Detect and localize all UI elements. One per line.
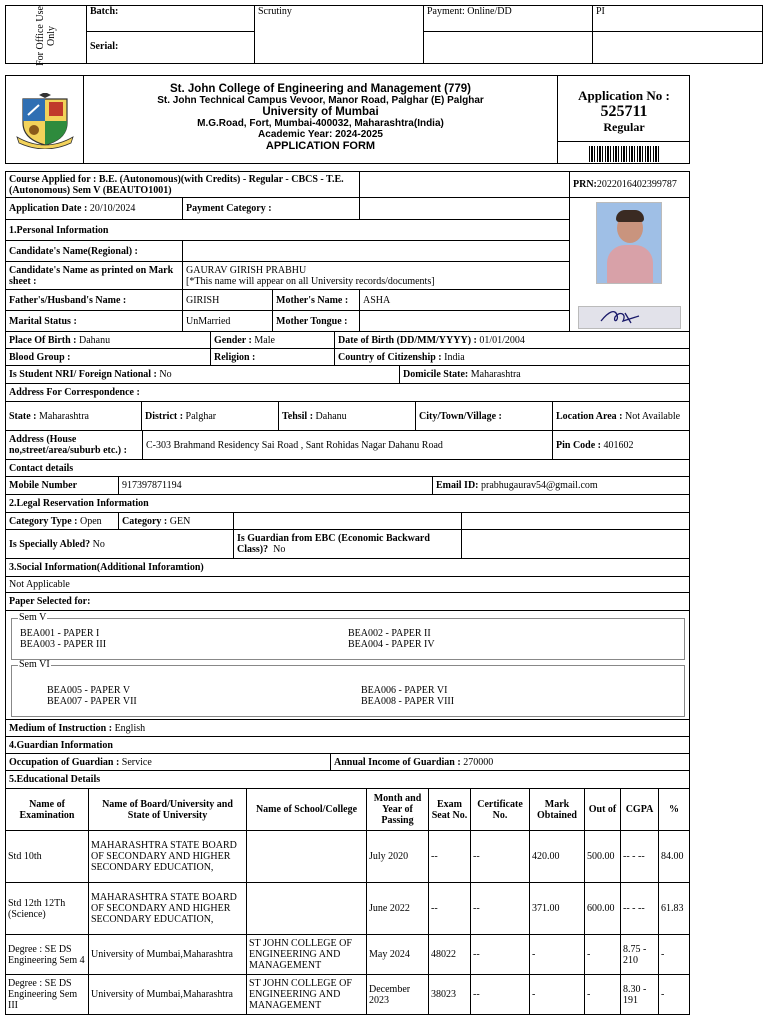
mother-label: Mother's Name : xyxy=(276,294,349,306)
section-guardian-heading xyxy=(5,736,690,754)
religion-label: Religion : xyxy=(214,351,256,363)
papers-heading-cell xyxy=(5,592,690,611)
edu-cell: -- xyxy=(471,883,530,935)
section-social-heading xyxy=(5,558,690,577)
location-area-label: Location Area : xyxy=(556,410,623,422)
edu-cell: MAHARASHTRA STATE BOARD OF SECONDARY AND HIGHER SECONDARY EDUCATION, xyxy=(89,883,247,935)
signature-icon xyxy=(579,307,680,328)
city-cell xyxy=(415,401,553,431)
category-blank-1 xyxy=(233,512,462,530)
state-cell xyxy=(5,401,142,431)
edu-header-cgpa: CGPA xyxy=(621,789,659,831)
medium-value: English xyxy=(114,722,146,734)
scrutiny-cell xyxy=(255,5,424,64)
gender-cell xyxy=(210,331,335,349)
table-row xyxy=(6,883,690,935)
edu-header-exam: Name of Examination xyxy=(6,789,89,831)
college-name: St. John College of Engineering and Management (779) xyxy=(170,83,471,95)
father-label: Father's/Husband's Name : xyxy=(9,294,127,306)
batch-label: Batch: xyxy=(90,6,119,17)
citizenship-cell xyxy=(334,348,690,366)
academic-year: Academic Year: 2024-2025 xyxy=(258,129,383,140)
house-address-value-cell xyxy=(142,430,553,460)
sem6-paper-2: BEA006 - PAPER VI xyxy=(361,685,448,696)
table-row xyxy=(6,975,690,1015)
specially-abled-label: Is Specially Abled? xyxy=(9,538,91,550)
sem6-paper-4: BEA008 - PAPER VIII xyxy=(361,696,455,707)
edu-cell: - xyxy=(659,935,690,975)
mother-tongue-value-cell xyxy=(359,310,570,332)
guardian-income-label: Annual Income of Guardian : xyxy=(334,756,461,768)
sem6-legend: Sem VI xyxy=(19,659,50,670)
nri-label: Is Student NRI/ Foreign National : xyxy=(9,369,157,380)
mobile-value-cell xyxy=(118,476,433,495)
contact-heading-cell xyxy=(5,459,690,477)
edu-header-percent: % xyxy=(659,789,690,831)
serial-cell xyxy=(87,32,255,64)
birth-place-value: Dahanu xyxy=(78,334,111,346)
application-type: Regular xyxy=(603,120,645,134)
social-value-cell xyxy=(5,576,690,593)
domicile-cell xyxy=(399,365,690,384)
mother-label-cell xyxy=(272,289,360,311)
dob-cell xyxy=(334,331,690,349)
table-row xyxy=(6,935,690,975)
specially-abled-cell xyxy=(5,529,234,559)
district-label: District : xyxy=(145,410,184,422)
candidate-photo xyxy=(596,202,662,284)
ebc-cell xyxy=(233,529,462,559)
house-address-label-cell xyxy=(5,430,143,460)
sem5-paper-3: BEA003 - PAPER III xyxy=(20,639,107,650)
city-label: City/Town/Village : xyxy=(419,410,502,422)
edu-cell: Degree : SE DS Engineering Sem 4 xyxy=(6,935,89,975)
edu-cell: -- xyxy=(471,831,530,883)
edu-cell: Std 12th 12Th (Science) xyxy=(6,883,89,935)
father-value: GIRISH xyxy=(186,294,220,306)
section-guardian-title: 4.Guardian Information xyxy=(9,739,113,751)
candidate-signature xyxy=(578,306,681,329)
edu-header-school: Name of School/College xyxy=(247,789,367,831)
email-cell xyxy=(432,476,690,495)
barcode xyxy=(589,146,661,162)
regional-name-label: Candidate's Name(Regional) : xyxy=(9,245,138,257)
tehsil-cell xyxy=(278,401,416,431)
edu-cell: June 2022 xyxy=(367,883,429,935)
mother-value: ASHA xyxy=(363,294,391,306)
state-value: Maharashtra xyxy=(39,410,89,422)
application-date-blank xyxy=(359,197,570,220)
gender-label: Gender : xyxy=(214,334,252,346)
tehsil-label: Tehsil : xyxy=(282,410,314,422)
ebc-value: No xyxy=(273,544,286,555)
application-no-value: 525711 xyxy=(600,103,648,120)
logo-cell xyxy=(5,75,84,164)
house-address-value: C-303 Brahmand Residency Sai Road , Sant Rohidas Nagar Dahanu Road xyxy=(146,439,443,451)
medium-cell xyxy=(5,719,690,737)
edu-cell: 48022 xyxy=(429,935,471,975)
application-no-label: Application No : xyxy=(578,88,670,103)
edu-cell: Std 10th xyxy=(6,831,89,883)
edu-cell xyxy=(247,883,367,935)
application-date-value: 20/10/2024 xyxy=(89,203,136,214)
prn-value: 2022016402399787 xyxy=(596,179,677,190)
category-cell xyxy=(118,512,234,530)
table-row xyxy=(6,831,690,883)
guardian-occupation-label: Occupation of Guardian : xyxy=(9,756,120,768)
university-name: University of Mumbai xyxy=(262,106,379,118)
email-value: prabhugaurav54@gmail.com xyxy=(481,480,598,491)
edu-cell: - xyxy=(530,975,585,1015)
mother-value-cell xyxy=(359,289,570,311)
category-blank-2 xyxy=(461,512,690,530)
edu-cell: 8.75 - 210 xyxy=(621,935,659,975)
mobile-label-cell xyxy=(5,476,119,495)
edu-cell: May 2024 xyxy=(367,935,429,975)
blood-group-label: Blood Group : xyxy=(9,351,71,363)
edu-cell: 84.00 xyxy=(659,831,690,883)
category-label: Category : xyxy=(122,515,168,527)
state-label: State : xyxy=(9,410,37,422)
sem5-paper-2: BEA002 - PAPER II xyxy=(348,628,431,639)
pin-code-label: Pin Code : xyxy=(556,439,601,451)
edu-cell: 8.30 - 191 xyxy=(621,975,659,1015)
tehsil-value: Dahanu xyxy=(315,410,347,422)
gender-value: Male xyxy=(254,334,275,346)
address-heading: Address For Correspondence : xyxy=(9,387,140,398)
education-header-row xyxy=(6,789,690,831)
citizenship-value: India xyxy=(444,351,465,363)
edu-cell: ST JOHN COLLEGE OF ENGINEERING AND MANAGEMENT xyxy=(247,935,367,975)
pin-code-cell xyxy=(552,430,690,460)
marksheet-name-label: Candidate's Name as printed on Mark sheet : xyxy=(9,265,174,287)
marksheet-name-note: [*This name will appear on all University records/documents] xyxy=(186,276,435,287)
payment-category-label: Payment Category : xyxy=(186,203,272,214)
payment-category-cell xyxy=(182,197,360,220)
pin-code-value: 401602 xyxy=(603,439,634,451)
contact-heading: Contact details xyxy=(9,462,74,474)
sem6-paper-3: BEA007 - PAPER VII xyxy=(47,696,137,707)
course-blank-cell xyxy=(359,171,570,198)
edu-header-passing: Month and Year of Passing xyxy=(367,789,429,831)
marital-label-cell xyxy=(5,310,183,332)
father-value-cell xyxy=(182,289,273,311)
category-type-label: Category Type : xyxy=(9,515,78,527)
house-address-label: Address (House no,street/area/suburb etc.) : xyxy=(9,434,127,456)
edu-cell: -- - -- xyxy=(621,883,659,935)
edu-header-outof: Out of xyxy=(585,789,621,831)
category-type-value: Open xyxy=(80,515,102,527)
section-legal-title: 2.Legal Reservation Information xyxy=(9,498,149,509)
section-social-title: 3.Social Information(Additional Inforamtion) xyxy=(9,562,204,573)
payment-cell xyxy=(424,5,593,32)
nri-value: No xyxy=(159,369,172,380)
edu-cell: ST JOHN COLLEGE OF ENGINEERING AND MANAGEMENT xyxy=(247,975,367,1015)
marital-value: UnMarried xyxy=(186,315,231,327)
marksheet-name-value-cell xyxy=(182,261,570,290)
religion-cell xyxy=(210,348,335,366)
section-personal-title: 1.Personal Information xyxy=(9,224,109,236)
edu-cell xyxy=(247,831,367,883)
email-label: Email ID: xyxy=(436,480,479,491)
prn-cell xyxy=(569,171,690,198)
edu-cell: December 2023 xyxy=(367,975,429,1015)
form-title: APPLICATION FORM xyxy=(265,140,376,152)
edu-cell: University of Mumbai,Maharashtra xyxy=(89,935,247,975)
medium-label: Medium of Instruction : xyxy=(9,722,113,734)
nri-cell xyxy=(5,365,400,384)
edu-cell: 38023 xyxy=(429,975,471,1015)
edu-cell: -- xyxy=(429,883,471,935)
social-value: Not Applicable xyxy=(9,579,70,590)
mobile-value: 917397871194 xyxy=(122,480,182,491)
payment-label: Payment: Online/DD xyxy=(427,6,512,17)
father-label-cell xyxy=(5,289,183,311)
marital-value-cell xyxy=(182,310,273,332)
section-education-heading xyxy=(5,770,690,789)
header-title-block xyxy=(84,75,558,164)
application-date-cell xyxy=(5,197,183,220)
edu-cell: 600.00 xyxy=(585,883,621,935)
edu-cell: 420.00 xyxy=(530,831,585,883)
regional-name-value-cell xyxy=(182,240,570,262)
scrutiny-label: Scrutiny xyxy=(258,6,292,17)
domicile-value: Maharashtra xyxy=(470,369,521,380)
marital-label: Marital Status : xyxy=(9,315,77,327)
birth-place-label: Place Of Birth : xyxy=(9,334,77,346)
address-heading-cell xyxy=(5,383,690,402)
mobile-label: Mobile Number xyxy=(9,480,78,491)
domicile-label: Domicile State: xyxy=(403,369,469,380)
sem5-paper-4: BEA004 - PAPER IV xyxy=(348,639,435,650)
section-education-title: 5.Educational Details xyxy=(9,774,101,785)
edu-cell: -- - -- xyxy=(621,831,659,883)
specially-abled-value: No xyxy=(92,538,105,550)
edu-cell: 61.83 xyxy=(659,883,690,935)
section-legal-heading xyxy=(5,494,690,513)
course-cell xyxy=(5,171,360,198)
district-value: Palghar xyxy=(185,410,217,422)
edu-cell: 500.00 xyxy=(585,831,621,883)
edu-cell: Degree : SE DS Engineering Sem III xyxy=(6,975,89,1015)
education-table xyxy=(5,788,690,1015)
batch-cell xyxy=(87,5,255,32)
university-address: M.G.Road, Fort, Mumbai-400032, Maharashtra(India) xyxy=(197,118,444,129)
category-type-cell xyxy=(5,512,119,530)
sem5-paper-1: BEA001 - PAPER I xyxy=(20,628,100,639)
edu-cell: July 2020 xyxy=(367,831,429,883)
edu-cell: -- xyxy=(471,975,530,1015)
edu-header-certificate: Certificate No. xyxy=(471,789,530,831)
sem5-legend: Sem V xyxy=(19,612,47,623)
edu-header-board: Name of Board/University and State of University xyxy=(89,789,247,831)
dob-value: 01/01/2004 xyxy=(479,334,525,346)
edu-cell: -- xyxy=(429,831,471,883)
pi-label: PI xyxy=(596,6,605,17)
blood-group-cell xyxy=(5,348,211,366)
office-use-vertical-text: For Office Use Only xyxy=(35,6,57,66)
marksheet-name-label-cell xyxy=(5,261,183,290)
citizenship-label: Country of Citizenship : xyxy=(338,351,442,363)
college-crest-icon xyxy=(15,93,75,149)
guardian-occupation-value: Service xyxy=(121,756,152,768)
edu-cell: - xyxy=(585,935,621,975)
guardian-income-cell xyxy=(330,753,690,771)
mother-tongue-label-cell xyxy=(272,310,360,332)
application-number-box xyxy=(558,75,690,142)
guardian-income-value: 270000 xyxy=(463,756,494,768)
section-personal-heading xyxy=(5,219,570,241)
location-area-value: Not Available xyxy=(624,410,681,422)
location-area-cell xyxy=(552,401,690,431)
application-date-label: Application Date : xyxy=(9,203,88,214)
edu-cell: University of Mumbai,Maharashtra xyxy=(89,975,247,1015)
mother-tongue-label: Mother Tongue : xyxy=(276,315,348,327)
dob-label: Date of Birth (DD/MM/YYYY) : xyxy=(338,334,477,346)
ebc-blank xyxy=(461,529,690,559)
pi-cell xyxy=(593,5,763,32)
course-value: B.E. (Autonomous)(with Credits) - Regular - CBCS - T.E. (Autonomous) Sem V (BEAUTO1001) xyxy=(9,174,344,196)
ebc-label: Is Guardian from EBC (Economic Backward Class)? xyxy=(237,533,430,555)
edu-cell: 371.00 xyxy=(530,883,585,935)
edu-cell: -- xyxy=(471,935,530,975)
payment-blank-cell xyxy=(424,32,593,64)
edu-cell: - xyxy=(530,935,585,975)
marksheet-name-value: GAURAV GIRISH PRABHU xyxy=(186,265,307,276)
guardian-occupation-cell xyxy=(5,753,331,771)
edu-cell: - xyxy=(585,975,621,1015)
edu-header-marks: Mark Obtained xyxy=(530,789,585,831)
campus-line: St. John Technical Campus Vevoor, Manor Road, Palghar (E) Palghar xyxy=(157,95,484,106)
district-cell xyxy=(141,401,279,431)
sem6-paper-1: BEA005 - PAPER V xyxy=(47,685,131,696)
regional-name-label-cell xyxy=(5,240,183,262)
course-label: Course Applied for : xyxy=(9,174,97,185)
papers-heading: Paper Selected for: xyxy=(9,596,91,607)
edu-cell: MAHARASHTRA STATE BOARD OF SECONDARY AND HIGHER SECONDARY EDUCATION, xyxy=(89,831,247,883)
prn-label: PRN: xyxy=(573,179,597,190)
edu-cell: - xyxy=(659,975,690,1015)
birth-place-cell xyxy=(5,331,211,349)
serial-label: Serial: xyxy=(90,41,119,52)
edu-header-seat: Exam Seat No. xyxy=(429,789,471,831)
category-value: GEN xyxy=(169,515,191,527)
